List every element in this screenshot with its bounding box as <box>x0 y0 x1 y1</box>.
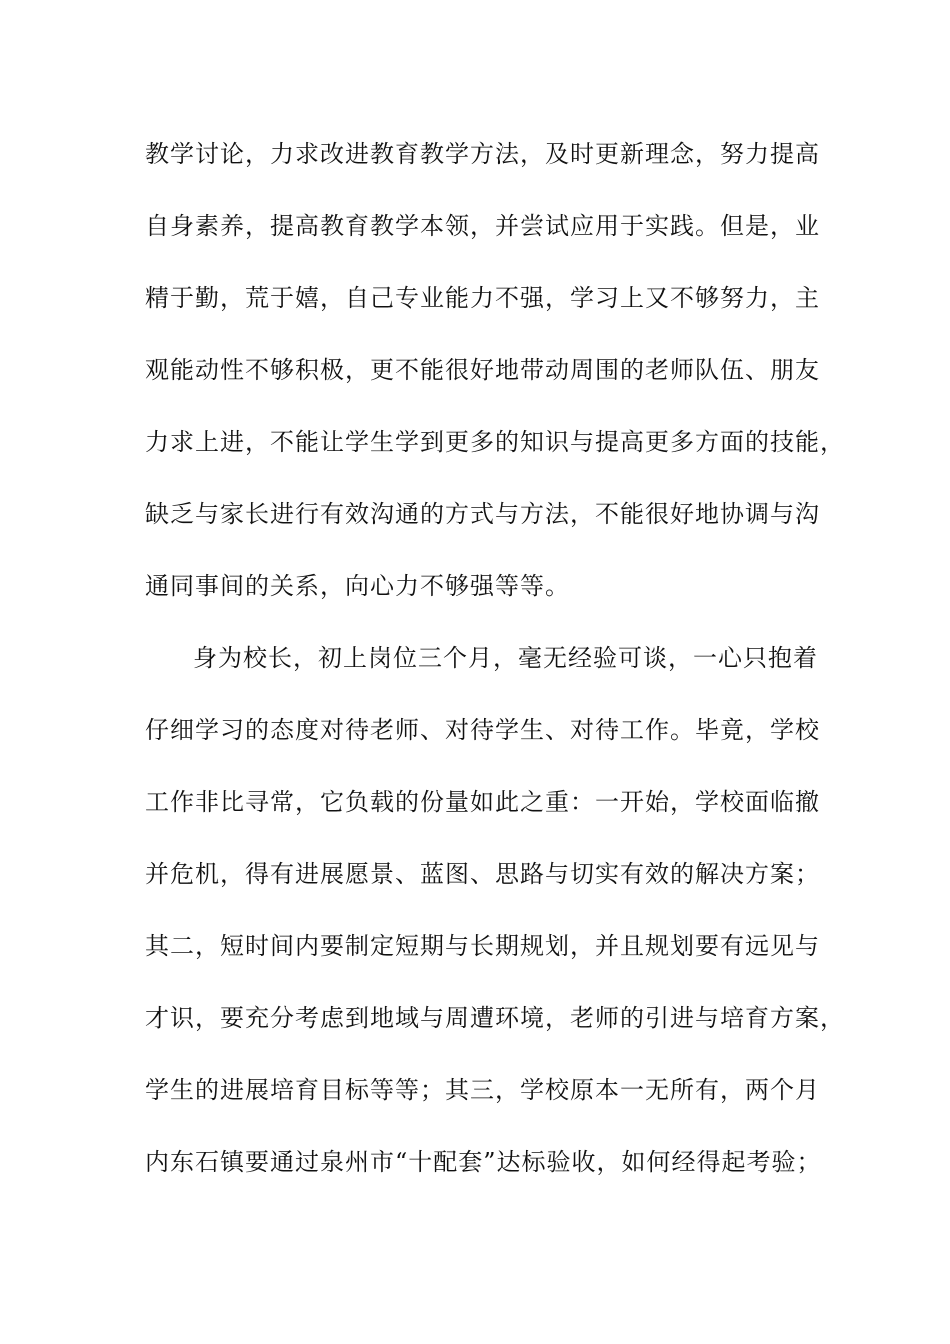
text-line: 精于勤，荒于嬉，自己专业能力不强，学习上又不够努力，主 <box>145 284 820 312</box>
text-line: 仔细学习的态度对待老师、对待学生、对待工作。毕竟，学校 <box>145 716 820 744</box>
text-line: 学生的进展培育目标等等；其三，学校原本一无所有，两个月 <box>145 1076 820 1104</box>
text-line: 工作非比寻常，它负载的份量如此之重：一开始，学校面临撤 <box>145 788 820 816</box>
text-line: 通同事间的关系，向心力不够强等等。 <box>145 572 570 600</box>
text-line: 缺乏与家长进行有效沟通的方式与方法，不能很好地协调与沟 <box>145 500 820 528</box>
body-text <box>145 128 845 1208</box>
text-line: 教学讨论，力求改进教育教学方法，及时更新理念，努力提高 <box>145 140 820 168</box>
text-line: 力求上进，不能让学生学到更多的知识与提高更多方面的技能， <box>145 428 845 456</box>
text-line: 观能动性不够积极，更不能很好地带动周围的老师队伍、朋友 <box>145 356 820 384</box>
text-line: 内东石镇要通过泉州市“十配套”达标验收，如何经得起考验； <box>145 1148 822 1176</box>
text-line: 并危机，得有进展愿景、蓝图、思路与切实有效的解决方案； <box>145 860 820 888</box>
text-line: 才识，要充分考虑到地域与周遭环境，老师的引进与培育方案， <box>145 1004 845 1032</box>
paragraph-start-line: 身为校长，初上岗位三个月，毫无经验可谈，一心只抱着 <box>193 644 818 672</box>
text-line: 自身素养，提高教育教学本领，并尝试应用于实践。但是，业 <box>145 212 820 240</box>
text-line: 其二，短时间内要制定短期与长期规划，并且规划要有远见与 <box>145 932 820 960</box>
